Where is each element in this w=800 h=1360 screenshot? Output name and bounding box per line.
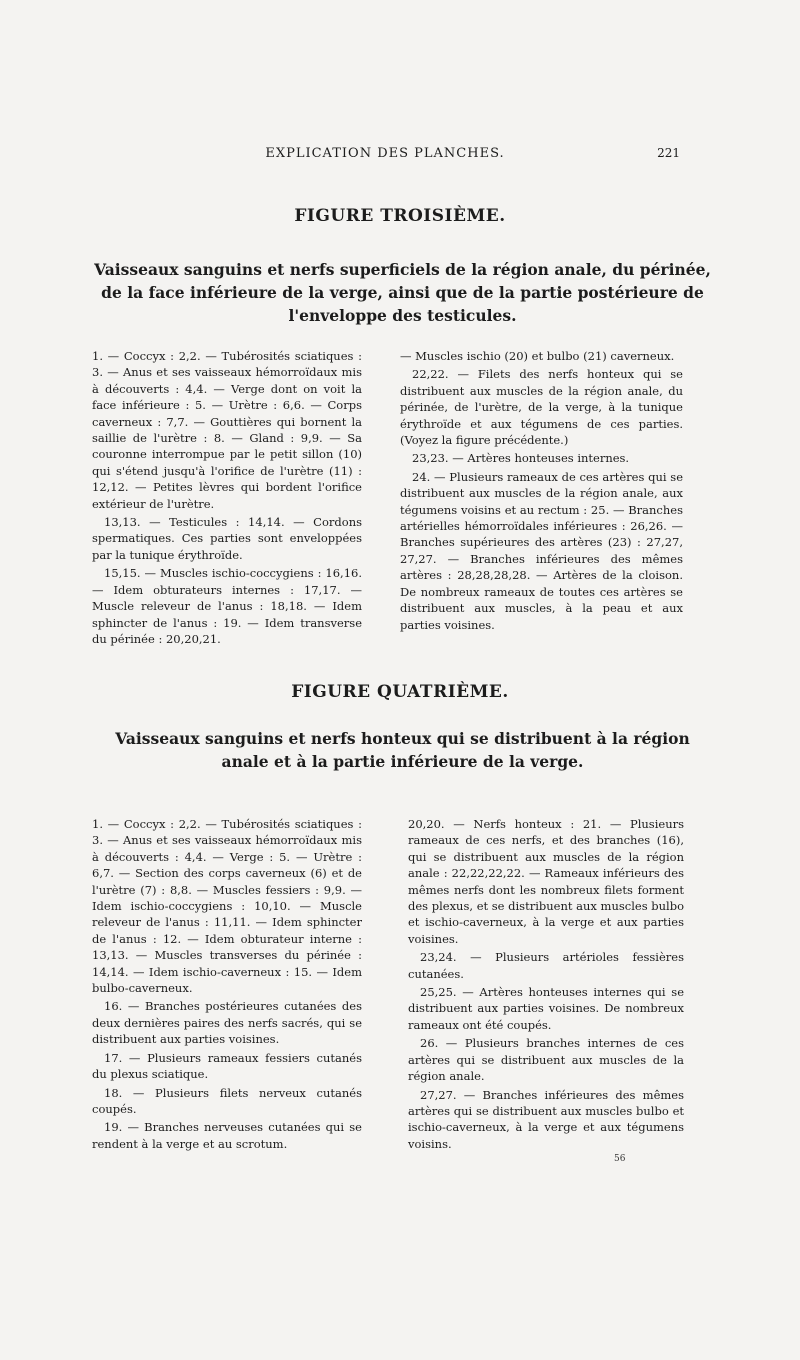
paragraph: 15,15. — Muscles ischio-coccygiens : 16,16. — Idem obturateurs internes : 17,17. — Muscle releveur de l'anus : 18,18. — Idem sphincter de l'anus : 19. — Idem transverse du périnée : 20,20,21. [92, 566, 362, 646]
page-number: 221 [657, 146, 680, 160]
paragraph: 1. — Coccyx : 2,2. — Tubérosités sciatiques : 3. — Anus et ses vaisseaux hémorroïdaux mis à découverts : 4,4. — Verge dont on voit la face inférieure : 5. — Urètre : 6,6. — Corps caverneux : 7,7. — Gouttières qui bornent la saillie de l'urètre : 8. — Gland : 9,9. — Sa couronne interrompue par le petit sillon (10) qui s'étend jusqu'à l'orifice de l'urètre (11) : 12,12. — Petites lèvres qui bordent l'orifice extérieur de l'urètre. [92, 349, 362, 511]
paragraph: 16. — Branches postérieures cutanées des deux dernières paires des nerfs sacrés, qui se distribuent aux parties voisines. [92, 999, 362, 1047]
running-title: EXPLICATION DES PLANCHES. [265, 146, 505, 161]
paragraph: 1. — Coccyx : 2,2. — Tubérosités sciatiques : 3. — Anus et ses vaisseaux hémorroïdaux mis à découverts : 4,4. — Verge : 5. — Urètre : 6,7. — Section des corps caverneux (6) et de l'urètre (7) : 8,8. — Muscles fessiers : 9,9. — Idem ischio-coccygiens : 10,10. — Muscle releveur de l'anus : 11,11. — Idem sphincter de l'anus : 12. — Idem obturateur interne : 13,13. — Muscles transverses du périnée : 14,14. — Idem ischio-caverneux : 15. — Idem bulbo-caverneux. [92, 817, 362, 996]
paragraph: 27,27. — Branches inférieures des mêmes artères qui se distribuent aux muscles bulbo et ischio-caverneux, à la verge et aux tégumens voisins. [408, 1087, 684, 1151]
figure4-subtitle: Vaisseaux sanguins et nerfs honteux qui se distribuent à la région anale et à la partie inférieure de la verge. [115, 729, 690, 771]
paragraph: 24. — Plusieurs rameaux de ces artères qui se distribuent aux muscles de la région anale, aux tégumens voisins et au rectum : 25. — Branches artérielles hémorroïdales inférieures : 26,26. — Branches supérieures des artères (23) : 27,27, 27,27. — Branches inférieures des mêmes artères : 28,28,28,28. — Artères de la cloison. De nombreux rameaux de toutes ces artères se distribuent aux muscles, à la peau et aux parties voisines. [400, 469, 683, 632]
paragraph: 22,22. — Filets des nerfs honteux qui se distribuent aux muscles de la région anale, du périnée, de l'urètre, de la verge, à la tunique érythroïde et aux tégumens de ces parties. (Voyez la figure précédente.) [400, 367, 683, 448]
running-header [90, 146, 680, 166]
figure4-right-column [408, 816, 684, 1154]
paragraph: 23,24. — Plusieurs artérioles fessières cutanées. [408, 950, 684, 981]
paragraph: 17. — Plusieurs rameaux fessiers cutanés du plexus sciatique. [92, 1050, 362, 1082]
figure3-subtitle: Vaisseaux sanguins et nerfs superficiels de la région anale, du périnée, de la face inférieure de la verge, ainsi que de la partie postérieure de l'enveloppe des testicules. [94, 260, 711, 325]
paragraph: — Muscles ischio (20) et bulbo (21) caverneux. [400, 349, 675, 363]
paragraph: 13,13. — Testicules : 14,14. — Cordons spermatiques. Ces parties sont enveloppées par la tunique érythroïde. [92, 515, 362, 562]
figure3-right-column [400, 348, 683, 635]
paragraph: 23,23. — Artères honteuses internes. [412, 451, 630, 466]
paragraph: 20,20. — Nerfs honteux : 21. — Plusieurs rameaux de ces nerfs, et des branches (16), qui se distribuent aux muscles de la région anale : 22,22,22,22. — Rameaux inférieurs des mêmes nerfs dont les nombreux filets forment des plexus, et se distribuent aux muscles bulbo et ischio-caverneux, à la verge et aux parties voisines. [408, 817, 684, 946]
figure3-left-column [92, 348, 362, 649]
paragraph: 18. — Plusieurs filets nerveux cutanés coupés. [92, 1085, 362, 1116]
plate-number: 56 [614, 1154, 626, 1164]
figure4-title: FIGURE QUATRIÈME. [291, 682, 509, 702]
paragraph: 26. — Plusieurs branches internes de ces artères qui se distribuent aux muscles de la région anale. [408, 1036, 684, 1084]
paragraph: 25,25. — Artères honteuses internes qui se distribuent aux parties voisines. De nombreux rameaux ont été coupés. [408, 985, 684, 1032]
figure4-left-column [92, 816, 362, 1154]
figure3-title: FIGURE TROISIÈME. [294, 206, 506, 226]
paragraph: 19. — Branches nerveuses cutanées qui se rendent à la verge et au scrotum. [92, 1120, 362, 1151]
